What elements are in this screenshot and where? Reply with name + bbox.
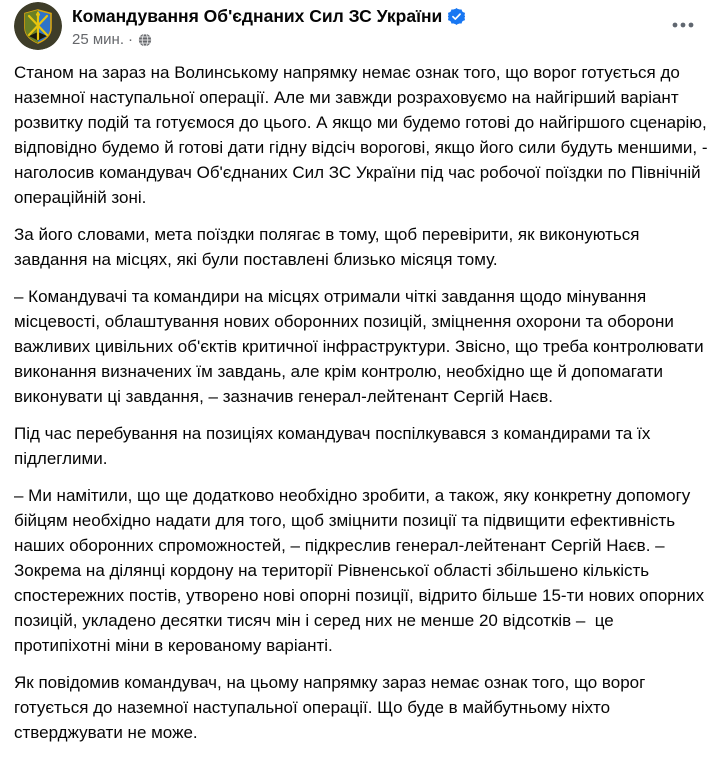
post-paragraph: За його словами, мета поїздки полягає в тому, щоб перевірити, як виконуються завдання на місцях, які були поставлені близько місяця тому.: [14, 225, 645, 269]
page-avatar[interactable]: [14, 2, 62, 50]
ellipsis-icon: [672, 22, 694, 28]
post-paragraph: Під час перебування на позиціях командувач поспілкувався з командирами та їх підлеглими.: [14, 424, 656, 468]
verified-badge-icon: [448, 8, 465, 25]
meta-separator: ·: [128, 31, 133, 48]
globe-public-icon: [138, 33, 152, 47]
post-paragraph: Станом на зараз на Волинському напрямку немає ознак того, що ворог готується до наземної наступальної операції. Але ми завжди розраховуємо на найгірший варіант розвитку подій та готуємося до цього. А якщо ми будемо готові до найгіршого сценарію, відповідно будемо й готові дати гідну відсіч ворогові, якщо його сили будуть меншими, - наголосив командувач Об'єднаних Сил ЗС України під час робочої поїздки по Північній операційній зоні.: [14, 63, 713, 207]
post-paragraph: Як повідомив командувач, на цьому напрямку зараз немає ознак того, що ворог готується до наземної наступальної операції. Що буде в майбутньому ніхто стверджувати не може.: [14, 673, 651, 742]
page-name-link[interactable]: Командування Об'єднаних Сил ЗС України: [72, 6, 443, 26]
header-info: [72, 2, 465, 48]
joint-forces-emblem-icon: [14, 2, 62, 50]
post-text: [14, 60, 713, 745]
post-paragraph: – Ми намітили, що ще додатково необхідно зробити, а також, яку конкретну допомогу бійцям необхідно надати для того, щоб зміцнити позиції та підвищити ефективність наших оборонних спроможностей, – підкреслив генерал-лейтенант Сергій Наєв. – Зокрема на ділянці кордону на території Рівненської області збільшено кількість спостережних постів, утворено нові опорні позиції, відрито більше 15-ти нових опорних позицій, укладено десятки тисяч мін і серед них не менше 20 відсотків – це протипіхотні міни в керованому варіанті.: [14, 486, 709, 655]
name-row: [72, 6, 465, 27]
post-paragraph: – Командувачі та командири на місцях отримали чіткі завдання щодо мінування місцевості, облаштування нових оборонних позицій, зміцнення охорони та оборони важливих цивільних об'єктів критичної інфраструктури. Звісно, що треба контролювати виконання визначених їм завдань, але крім контролю, необхідно ще й допомагати виконувати ці завдання, – зазначив генерал-лейтенант Сергій Наєв.: [14, 287, 709, 406]
post-meta: [72, 31, 465, 48]
post-header: [14, 2, 710, 50]
more-options-button[interactable]: [666, 16, 700, 34]
timestamp-link[interactable]: 25 мин.: [72, 31, 124, 48]
